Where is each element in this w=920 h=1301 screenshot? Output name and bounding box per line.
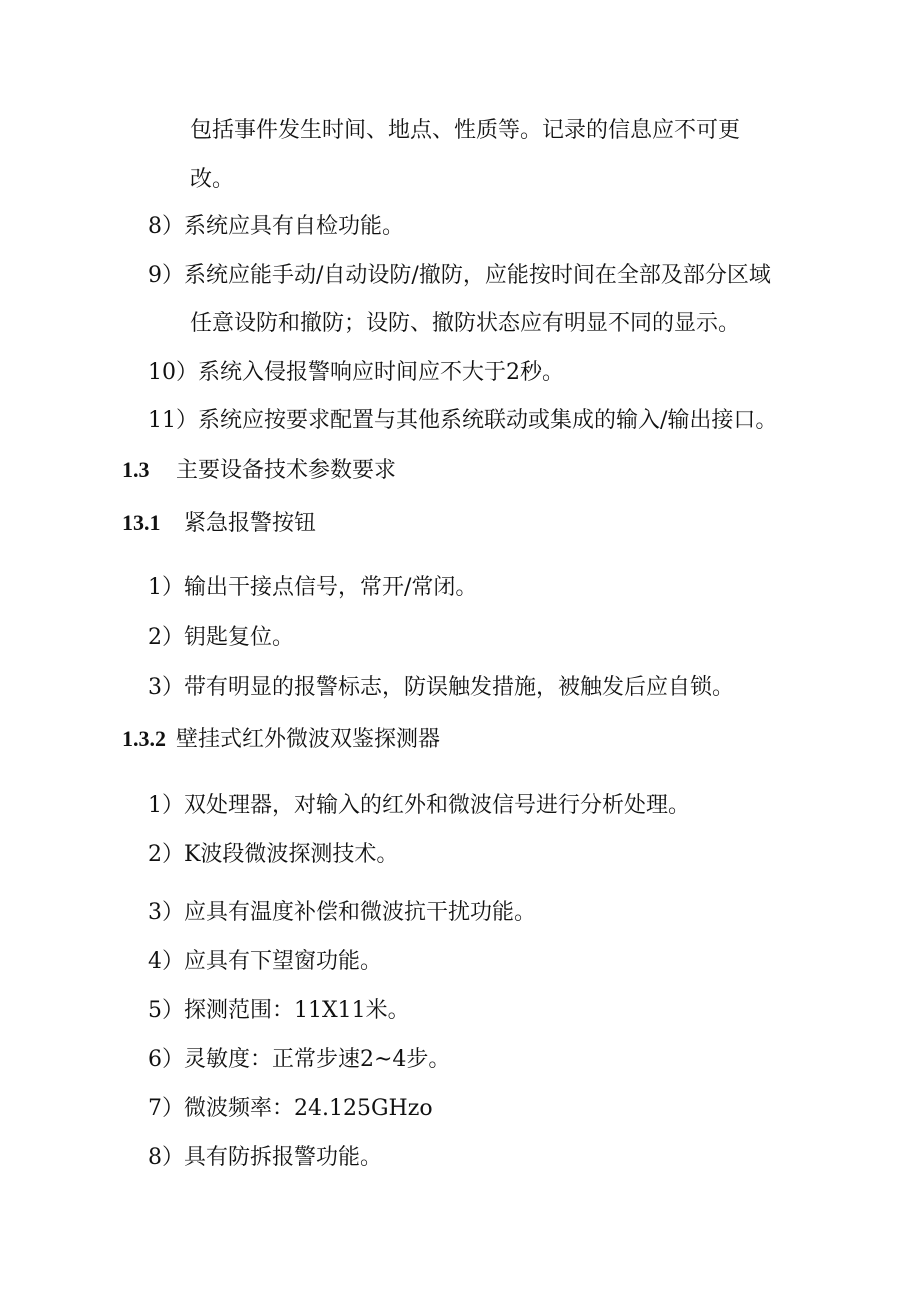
list-item: 4）应具有下望窗功能。	[148, 949, 382, 974]
list-item: 1）输出干接点信号，常开/常闭。	[148, 575, 478, 600]
list-item: 2）钥匙复位。	[148, 625, 294, 650]
subsection-heading	[122, 724, 440, 755]
list-item: 6）灵敏度：正常步速2~4步。	[148, 1047, 451, 1072]
text-line: 包括事件发生时间、地点、性质等。记录的信息应不可更	[190, 118, 741, 143]
list-item: 10）系统入侵报警响应时间应不大于2秒。	[148, 360, 564, 385]
list-item: 3）应具有温度补偿和微波抗干扰功能。	[148, 900, 536, 925]
section-number: 1.3.2	[122, 726, 166, 751]
section-number: 13.1	[122, 510, 161, 535]
list-item: 7）微波频率：24.125GHzo	[148, 1096, 433, 1121]
section-title: 壁挂式红外微波双鉴探测器	[176, 727, 441, 752]
list-item: 8）系统应具有自检功能。	[148, 214, 404, 239]
list-item: 1）双处理器，对输入的红外和微波信号进行分析处理。	[148, 793, 690, 818]
section-heading	[122, 455, 396, 486]
list-item: 8）具有防拆报警功能。	[148, 1145, 382, 1170]
list-item: 3）带有明显的报警标志，防误触发措施，被触发后应自锁。	[148, 675, 734, 700]
text-line: 改。	[190, 167, 235, 192]
list-item: 5）探测范围：11X11米。	[148, 998, 410, 1023]
subsection-heading	[122, 508, 316, 539]
list-item: 2）K波段微波探测技术。	[148, 842, 399, 867]
list-item: 11）系统应按要求配置与其他系统联动或集成的输入/输出接口。	[148, 408, 778, 433]
text-line: 任意设防和撤防；设防、撤防状态应有明显不同的显示。	[190, 311, 741, 336]
list-item: 9）系统应能手动/自动设防/撤防，应能按时间在全部及部分区域	[148, 263, 771, 288]
section-title: 紧急报警按钮	[184, 511, 317, 536]
section-number: 1.3	[122, 457, 150, 482]
section-title: 主要设备技术参数要求	[176, 458, 397, 483]
